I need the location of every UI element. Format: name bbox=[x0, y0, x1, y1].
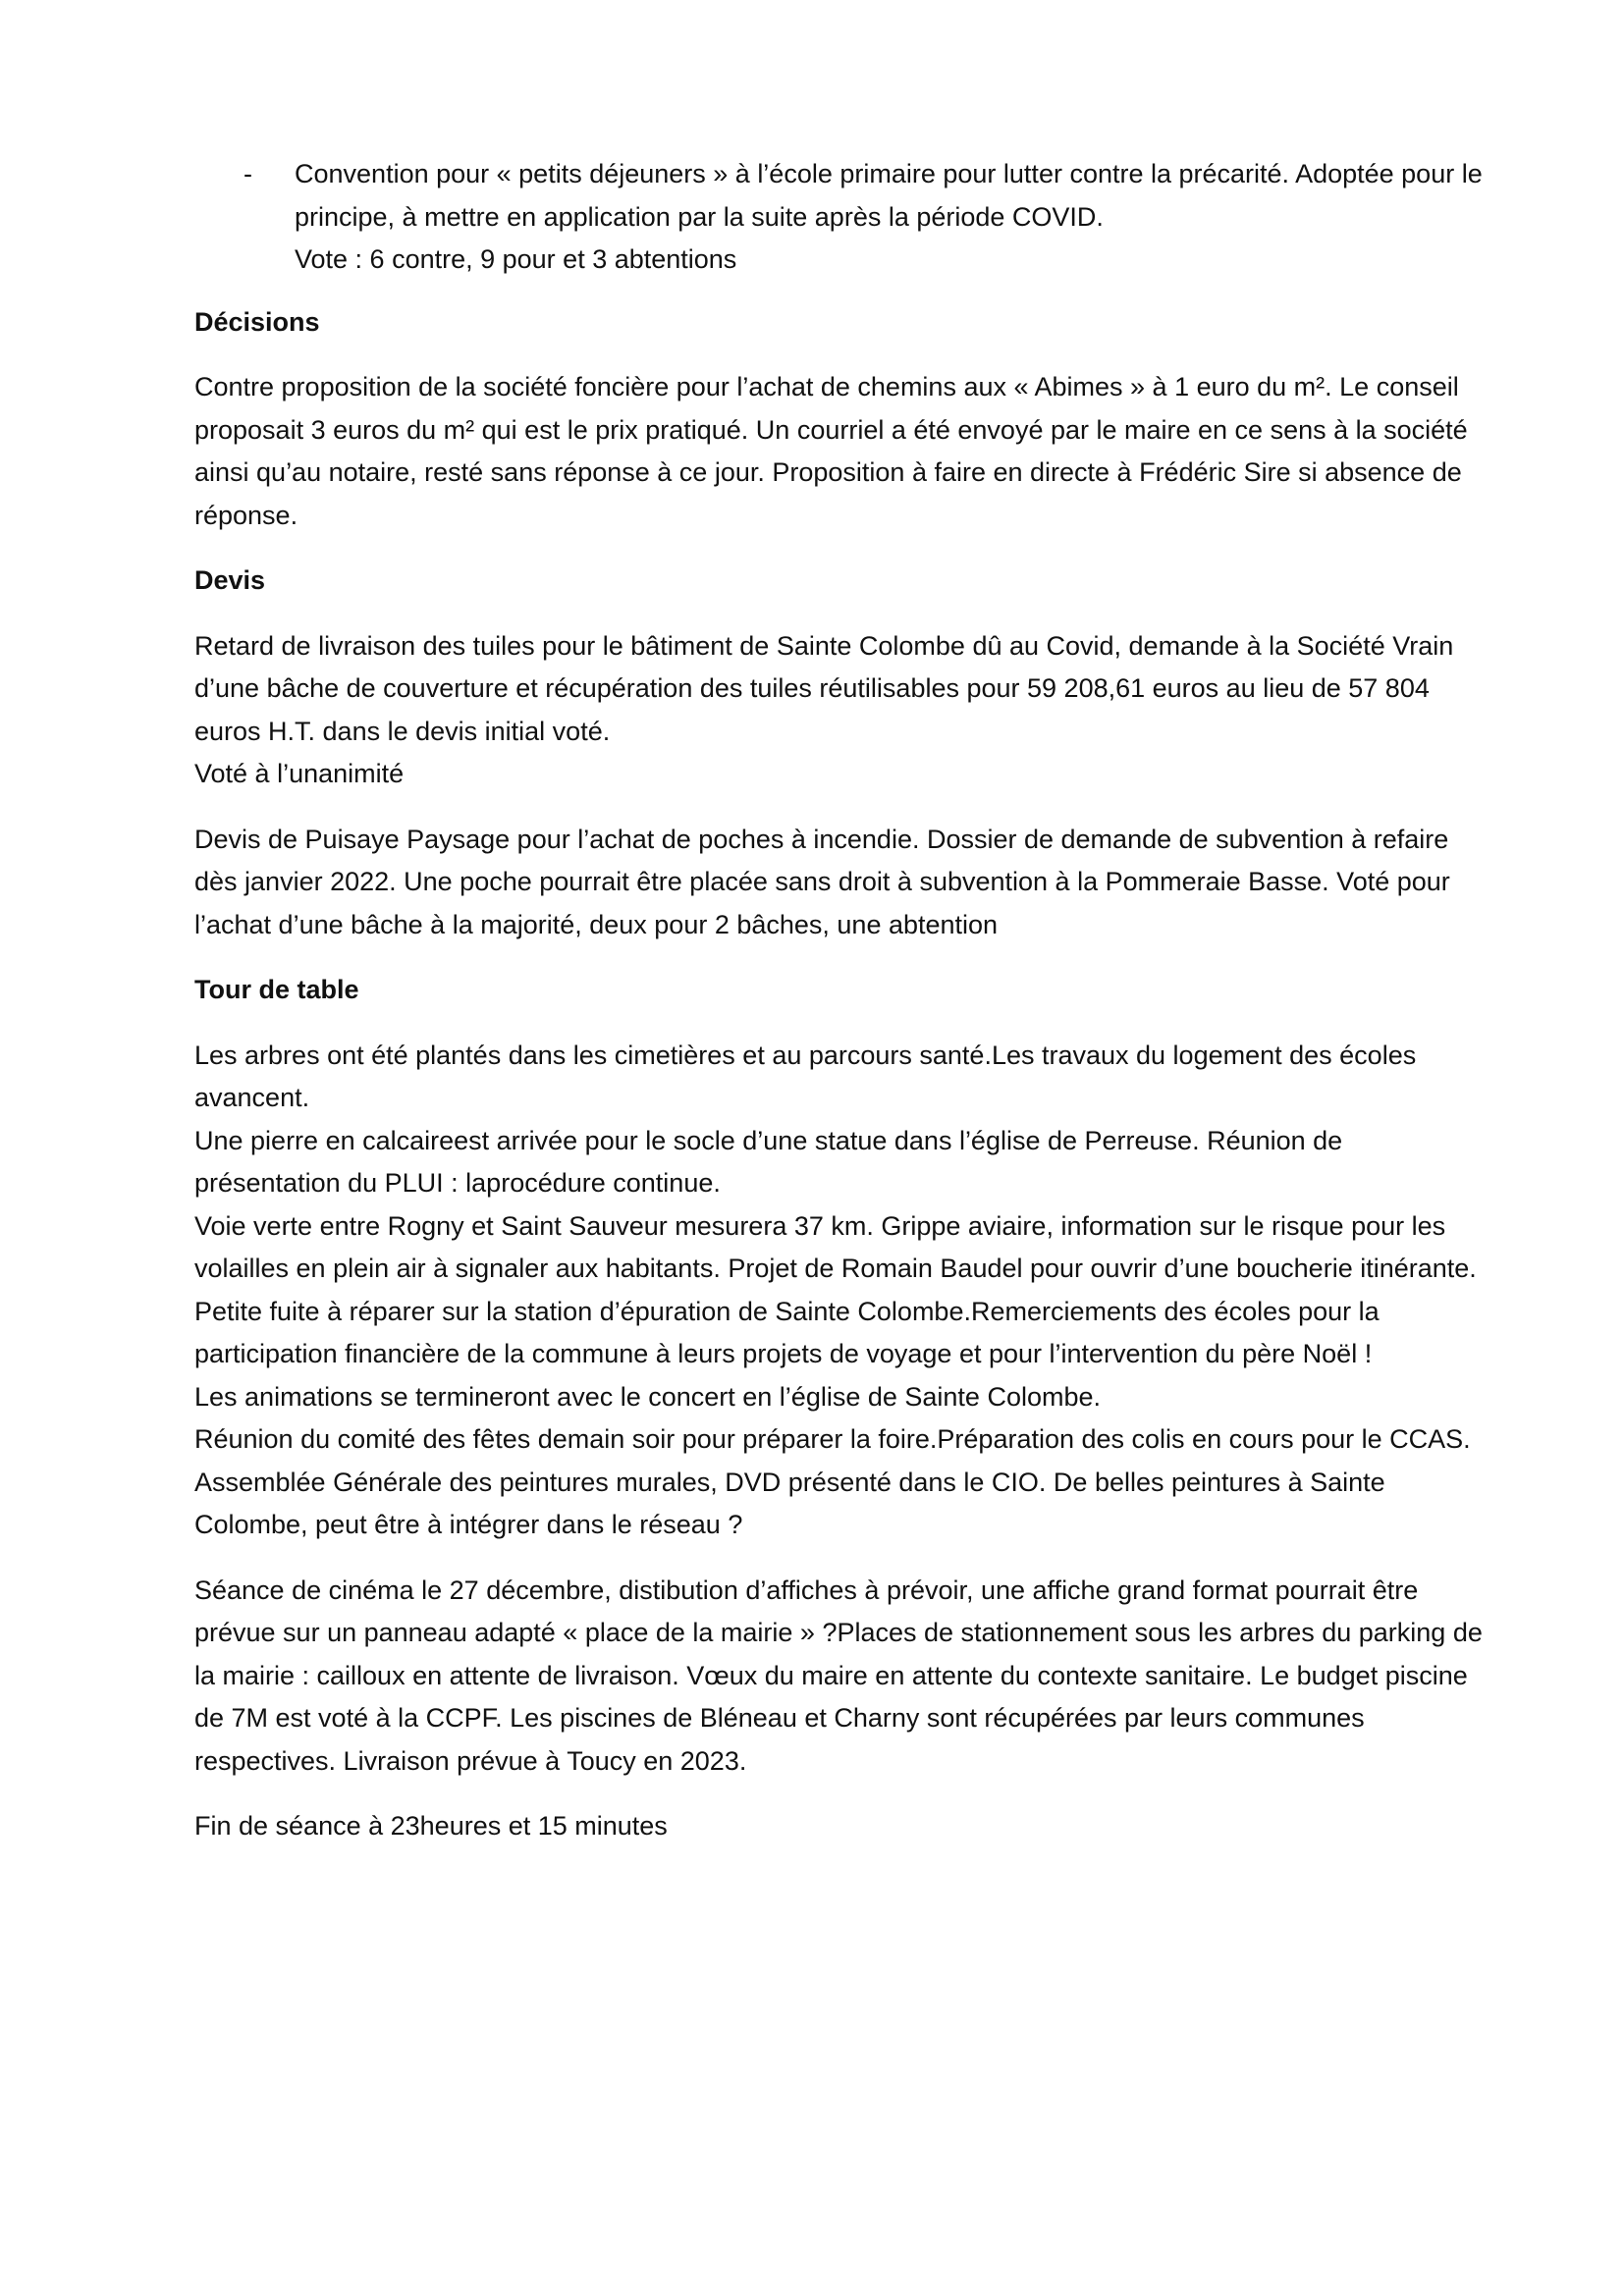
section-heading-decisions: Décisions bbox=[194, 306, 320, 337]
paragraph-line: Voie verte entre Rogny et Saint Sauveur mesurera 37 km. Grippe aviaire, information sur le risque pour les volailles en plein air à signaler aux habitants. Projet de Romain Baudel pour ouvrir d’une boucherie itinérante. Petite fuite à réparer sur la station d’épuration de Sainte Colombe.Remerciements des écoles pour la participation financière de la commune à leurs projets de voyage et pour l’intervention du père Noël ! bbox=[194, 1210, 1477, 1368]
paragraph-line: Réunion du comité des fêtes demain soir pour préparer la foire.Préparation des colis en cours pour le CCAS. bbox=[194, 1424, 1471, 1454]
paragraph-line: Devis de Puisaye Paysage pour l’achat de poches à incendie. Dossier de demande de subvention à refaire dès janvier 2022. Une poche pourrait être placée sans droit à subvention à la Pommeraie Basse. Voté pour l’achat d’une bâche à la majorité, deux pour 2 bâches, une abtention bbox=[194, 824, 1450, 939]
closing-paragraph bbox=[194, 1805, 1490, 1848]
paragraph-line: Une pierre en calcaireest arrivée pour le socle d’une statue dans l’église de Perreuse. Réunion de présentation du PLUI : laprocédure continue. bbox=[194, 1125, 1343, 1198]
paragraph bbox=[194, 366, 1490, 537]
paragraph-line: Fin de séance à 23heures et 15 minutes bbox=[194, 1811, 668, 1841]
paragraph-line: Voté à l’unanimité bbox=[194, 759, 405, 788]
paragraph bbox=[194, 625, 1490, 796]
paragraph-line: Contre proposition de la société foncière pour l’achat de chemins aux « Abimes » à 1 euro du m². Le conseil proposait 3 euros du m² qui est le prix pratiqué. Un courriel a été envoyé par le maire en ce sens à la société ainsi qu’au notaire, resté sans réponse à ce jour. Proposition à faire en directe à Frédéric Sire si absence de réponse. bbox=[194, 372, 1468, 530]
paragraph-line: Assemblée Générale des peintures murales, DVD présenté dans le CIO. De belles peintures à Sainte Colombe, peut être à intégrer dans le réseau ? bbox=[194, 1467, 1385, 1539]
section-heading-devis: Devis bbox=[194, 565, 266, 595]
paragraph-line: Retard de livraison des tuiles pour le bâtiment de Sainte Colombe dû au Covid, demande à la Société Vrain d’une bâche de couverture et récupération des tuiles réutilisables pour 59 208,61 euros au lieu de 57 804 euros H.T. dans le devis initial voté. bbox=[194, 630, 1454, 746]
paragraph bbox=[194, 1035, 1490, 1547]
bullet-dash: - bbox=[244, 159, 252, 188]
bullet-text bbox=[295, 153, 1490, 282]
paragraph-line: Séance de cinéma le 27 décembre, distibution d’affiches à prévoir, une affiche grand format pourrait être prévue sur un panneau adapté « place de la mairie » ?Places de stationnement sous les arbres du parking de la mairie : cailloux en attente de livraison. Vœux du maire en attente du contexte sanitaire. Le budget piscine de 7M est voté à la CCPF. Les piscines de Bléneau et Charny sont récupérées par leurs communes respectives. Livraison prévue à Toucy en 2023. bbox=[194, 1575, 1483, 1776]
section-heading-tour-de-table: Tour de table bbox=[194, 975, 359, 1004]
paragraph bbox=[194, 819, 1490, 947]
paragraph-line: Les arbres ont été plantés dans les cimetières et au parcours santé.Les travaux du logement des écoles avancent. bbox=[194, 1040, 1417, 1112]
intro-bullet-item bbox=[194, 153, 1490, 282]
paragraph bbox=[194, 1570, 1490, 1784]
document-page bbox=[194, 153, 1490, 1871]
bullet-line: Convention pour « petits déjeuners » à l’école primaire pour lutter contre la précarité. Adoptée pour le principe, à mettre en application par la suite après la période COVID. bbox=[295, 159, 1483, 232]
paragraph-line: Les animations se termineront avec le concert en l’église de Sainte Colombe. bbox=[194, 1381, 1101, 1412]
bullet-line: Vote : 6 contre, 9 pour et 3 abtentions bbox=[295, 244, 737, 274]
